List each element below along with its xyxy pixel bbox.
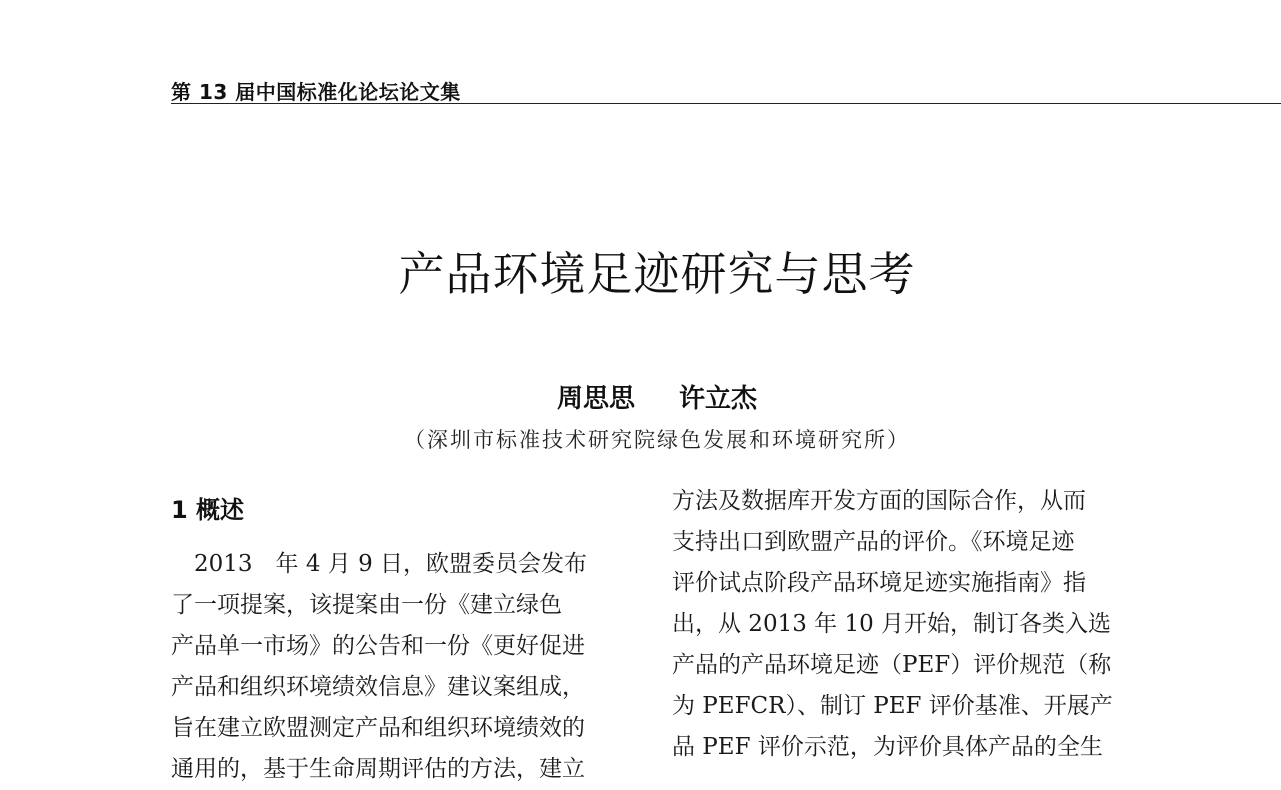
text-line: 支持出口到欧盟产品的评价。《环境足迹 xyxy=(672,529,1075,555)
header-rule xyxy=(171,103,1281,104)
text-line: 了一项提案，该提案由一份《建立绿色 xyxy=(171,592,562,618)
text-line: 方法及数据库开发方面的国际合作，从而 xyxy=(672,488,1086,514)
text-line: 通用的，基于生命周期评估的方法，建立 xyxy=(171,756,585,782)
text-line: 旨在建立欧盟测定产品和组织环境绩效的 xyxy=(171,715,585,741)
text-line: 产品的产品环境足迹（PEF）评价规范（称 xyxy=(672,652,1112,678)
paper-title: 产品环境足迹研究与思考 xyxy=(398,247,916,301)
text-line: 为 PEFCR）、制订 PEF 评价基准、开展产 xyxy=(672,693,1113,719)
running-header: 第 13 届中国标准化论坛论文集 xyxy=(171,80,461,104)
author-affiliation: （深圳市标准技术研究院绿色发展和环境研究所） xyxy=(404,428,910,452)
section-heading: 1 概述 xyxy=(171,496,245,524)
author-list xyxy=(0,378,1281,415)
author-name: 周思思 xyxy=(556,384,635,414)
author-name: 许立杰 xyxy=(679,384,758,414)
text-line: 产品单一市场》的公告和一份《更好促进 xyxy=(171,633,585,659)
left-column-text xyxy=(171,544,639,790)
text-line: 产品和组织环境绩效信息》建议案组成， xyxy=(171,674,585,700)
text-line: 2013 年 4 月 9 日，欧盟委员会发布 xyxy=(171,551,588,577)
text-line: 评价试点阶段产品环境足迹实施指南》指 xyxy=(672,570,1086,596)
text-line: 品 PEF 评价示范，为评价具体产品的全生 xyxy=(672,734,1103,760)
text-line: 出，从 2013 年 10 月开始，制订各类入选 xyxy=(672,611,1112,637)
right-column-text xyxy=(672,481,1142,768)
